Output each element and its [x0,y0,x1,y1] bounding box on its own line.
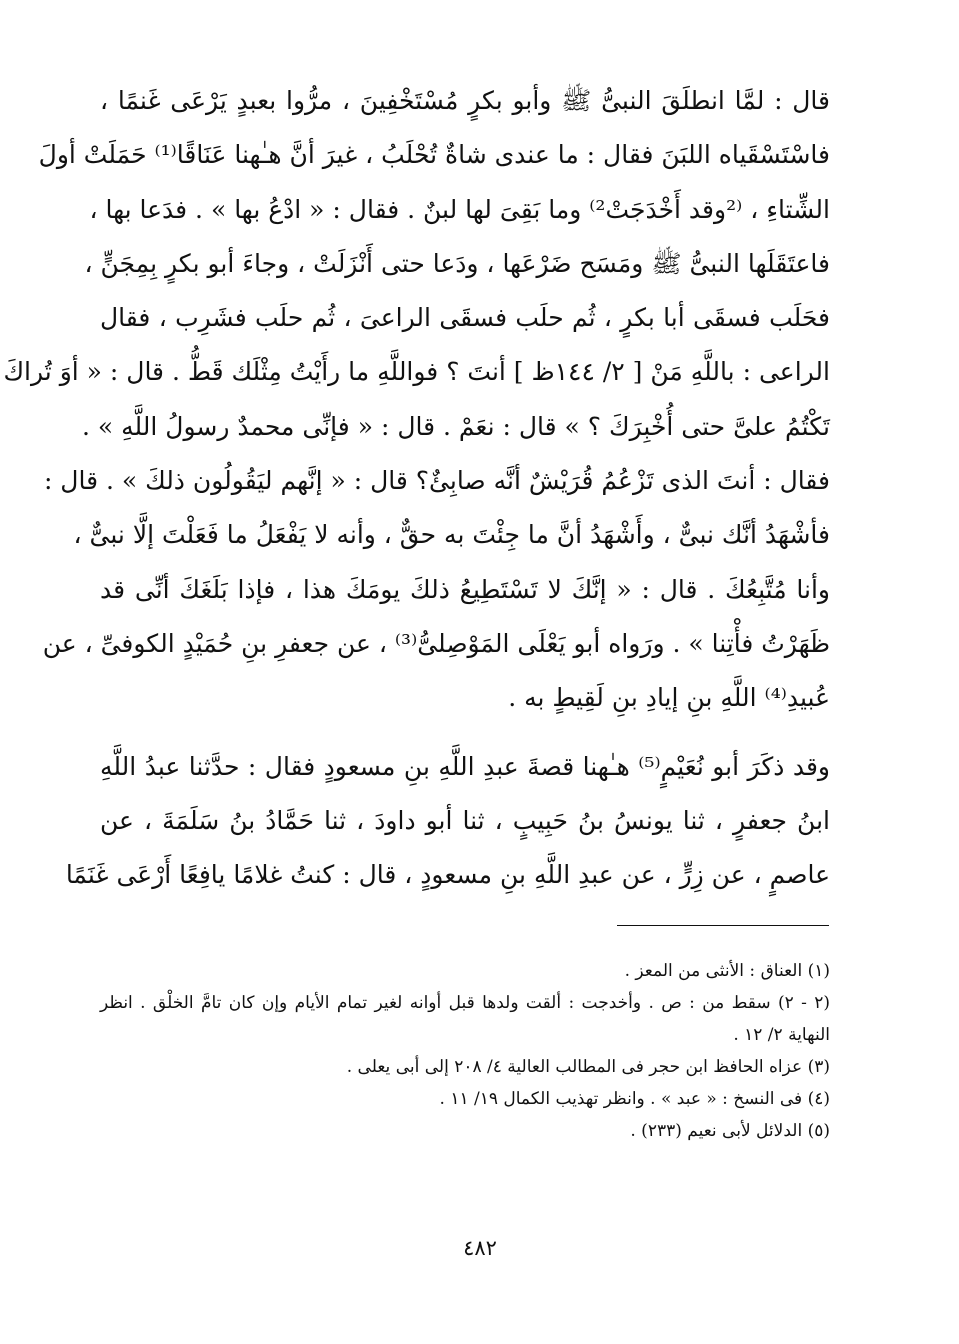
footnote: (١) العناق : الأنثى من المعز . [624,961,830,981]
text-line: فأشْهَدُ أنَّك نبىٌّ ، وأَشْهَدُ أنَّ ما جِئْتَ به حقٌّ ، وأنه لا يَفْعَلُ ما فَعَلْتَ إلَّا نبىٌّ ، [73,520,830,550]
paragraph [65,740,830,903]
text-line: قال : لمَّا انطلَقَ النبىُّ ﷺ وأبو بكرٍ مُسْتَخْفِينَ ، مرُّوا بعبدٍ يَرْعَى غَنمًا ، [100,86,830,115]
footnote: (٥) الدلائل لأبى نعيم (٢٣٣) . [630,1121,830,1141]
text-line: فحَلَب فسقَى أبا بكرٍ ، ثُم حلَب فسقَى الراعىَ ، ثُم حلَب فشَرِب ، فقال [100,303,830,333]
text-line: فاعتَقَلَها النبىُّ ﷺ ومَسَح ضَرْعَها ، ودَعا حتى أَنْزَلَتْ ، وجاءَ أبو بكرٍ بِمِجَنٍّ ، [84,248,830,278]
footnotes [100,955,830,1147]
text-line: عُبيدِ⁽⁴⁾ اللَّهِ بنِ إيادِ بنِ لَقِيطٍ به . [508,683,830,713]
text-line: عاصمٍ ، عن زِرٍّ ، عن عبدِ اللَّهِ بنِ مسعودٍ ، قال : كنتُ غلامًا يافِعًا أَرْعَى غَنَمًا [65,860,830,890]
text-line: ابنُ جعفرٍ ، ثنا يونسُ بنُ حَبِيبٍ ، ثنا أبو داودَ ، ثنا حَمَّادُ بنُ سَلَمَةَ ، عن [100,805,830,835]
text-line: فاسْتَسْقَياه اللبَنَ فقال : ما عندى شاةٌ تُحْلَبُ ، غيرَ أنَّ هـٰهنا عَنَاقًا⁽¹⁾ حَمَلَتْ أولَ [38,140,830,170]
main-text [3,74,830,902]
paragraph [3,74,830,726]
text-line: تَكْتُمُ علىَّ حتى أُخْبِرَكَ ؟ » قال : نعَمْ . قال : « فإنِّى محمدٌ رسولُ اللَّهِ » . [81,411,830,441]
footnote: (٣) عزاه الحافظ ابن حجر فى المطالب العالية ٤/ ٢٠٨ إلى أبى يعلى . [346,1057,830,1077]
paragraph-gap [100,726,830,740]
footnote-separator [617,925,829,926]
text-line: الراعى : باللَّهِ مَنْ [ ٢/ ١٤٤ظ ] أنتَ ؟ فواللَّهِ ما رأَيْتُ مِثْلَك قَطُّ . قال : « أوَ تُراكَ [3,357,830,387]
footnote: (٢ - ٢) سقط من : ص . وأخدجت : ألقت ولدها قبل أوانه لغير تمام الأيام وإن كان تامَّ الخلْق . انظر [100,993,830,1013]
footnote: (٤) فى النسخ : « عبد » . وانظر تهذيب الكمال ١٩/ ١١ . [439,1089,830,1109]
text-line: ظَهَرْتُ فأْتِنا » . ورَواه أبو يَعْلَى المَوْصِلىُّ⁽³⁾ ، عن جعفرِ بنِ حُمَيْدٍ الكوفىِّ ، عن [42,628,830,658]
text-line: وقد ذكَرَ أبو نُعَيْمٍ⁽⁵⁾ هـٰهنا قصةَ عبدِ اللَّهِ بنِ مسعودٍ فقال : حدَّثنا عبدُ اللَّهِ [100,751,830,781]
footnote-continuation: النهاية ٢/ ١٢ . [733,1025,830,1045]
text-line: الشِّتاءِ ، ⁽²وقد أَخْدَجَتْ²⁾ وما بَقِىَ لها لبنٌ . فقال : « ادْعُ بها » . فدَعا بها ، [89,194,830,224]
text-line: وأنا مُتَّبِعُكَ . قال : « إنَّكَ لا تَسْتَطِيعُ ذلكَ يومَكَ هذا ، فإذا بَلَغَكَ أنِّى قد [100,574,830,604]
text-line: فقال : أنتَ الذى تَزْعُمُ قُرَيْشٌ أنَّه صابِئٌ؟ قال : « إنَّهم ليَقُولُون ذلكَ » . قال : [43,466,830,496]
page-number: ٤٨٢ [463,1236,497,1260]
